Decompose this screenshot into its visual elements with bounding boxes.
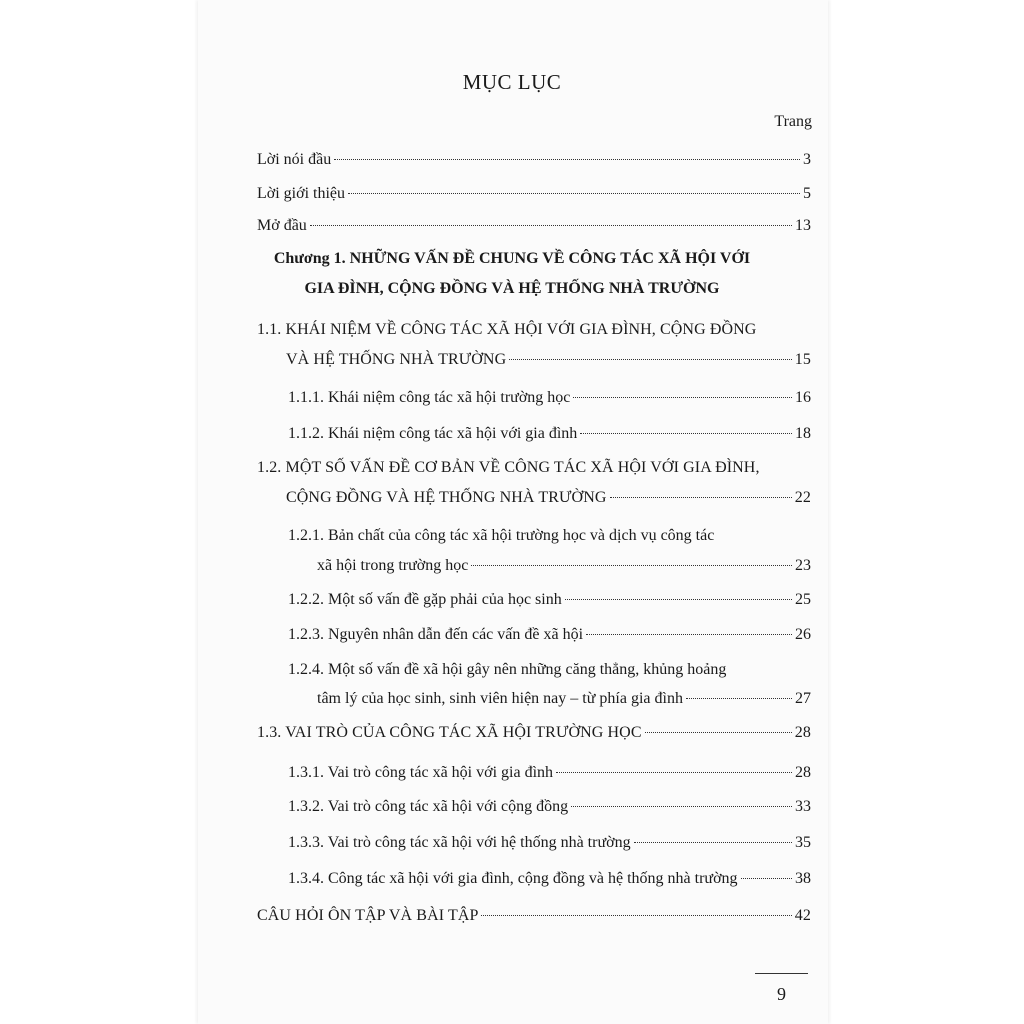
footer-rule	[755, 973, 808, 974]
toc-entry-1-2-3	[288, 625, 811, 645]
toc-entry-1-3-4	[288, 869, 811, 889]
toc-entry-page: 28	[795, 764, 811, 781]
toc-entry-label: 1.3.2. Vai trò công tác xã hội với cộng đồng	[288, 798, 569, 815]
toc-entry-label: 1.3. VAI TRÒ CỦA CÔNG TÁC XÃ HỘI TRƯỜNG HỌC	[257, 724, 642, 741]
dot-leader	[471, 565, 792, 566]
toc-entry-1-2-4-line1: 1.2.4. Một số vấn đề xã hội gây nên những căng thẳng, khủng hoảng	[288, 661, 727, 678]
toc-entry-page: 33	[795, 798, 811, 815]
toc-entry-1-3-2	[288, 797, 811, 817]
toc-entry-label: VÀ HỆ THỐNG NHÀ TRƯỜNG	[286, 351, 507, 368]
dot-leader	[573, 397, 792, 398]
dot-leader	[310, 225, 792, 226]
dot-leader	[645, 732, 792, 733]
section-1-1	[286, 350, 811, 370]
toc-entry-mo-dau	[257, 216, 811, 236]
toc-title: MỤC LỤC	[462, 70, 562, 94]
dot-leader	[556, 772, 792, 773]
toc-entry-page: 42	[794, 907, 811, 924]
section-1-2	[286, 488, 811, 508]
page-column-label: Trang	[774, 113, 812, 130]
toc-entry-page: 13	[795, 217, 811, 234]
toc-entry-label: CỘNG ĐỒNG VÀ HỆ THỐNG NHÀ TRƯỜNG	[286, 489, 607, 506]
dot-leader	[741, 878, 792, 879]
toc-entry-label: 1.2.3. Nguyên nhân dẫn đến các vấn đề xã hội	[288, 626, 584, 643]
page-number: 9	[777, 984, 786, 1004]
toc-entry-review	[257, 906, 811, 926]
toc-entry-1-1-1	[288, 388, 811, 408]
section-1-3	[257, 723, 811, 743]
toc-entry-label: CÂU HỎI ÔN TẬP VÀ BÀI TẬP	[257, 907, 479, 924]
section-1-1-line1: 1.1. KHÁI NIỆM VỀ CÔNG TÁC XÃ HỘI VỚI GIA ĐÌNH, CỘNG ĐỒNG	[257, 321, 757, 338]
toc-entry-loi-noi-dau	[257, 150, 811, 170]
dot-leader	[481, 915, 791, 916]
dot-leader	[610, 497, 792, 498]
chapter-heading-line1: Chương 1. NHỮNG VẤN ĐỀ CHUNG VỀ CÔNG TÁC XÃ HỘI VỚI	[273, 250, 751, 267]
toc-entry-page: 16	[795, 389, 811, 406]
dot-leader	[634, 842, 792, 843]
toc-entry-page: 5	[803, 185, 811, 202]
toc-entry-1-2-2	[288, 590, 811, 610]
toc-entry-label: xã hội trong trường học	[317, 557, 469, 574]
dot-leader	[586, 634, 792, 635]
dot-leader	[580, 433, 792, 434]
toc-entry-page: 38	[795, 870, 811, 887]
dot-leader	[571, 806, 792, 807]
toc-entry-1-2-1-line1: 1.2.1. Bản chất của công tác xã hội trường học và dịch vụ công tác	[288, 527, 715, 544]
toc-entry-page: 18	[795, 425, 811, 442]
toc-entry-label: 1.1.1. Khái niệm công tác xã hội trường học	[288, 389, 571, 406]
toc-entry-page: 28	[794, 724, 811, 741]
toc-entry-loi-gioi-thieu	[257, 184, 811, 204]
toc-entry-label: 1.3.4. Công tác xã hội với gia đình, cộng đồng và hệ thống nhà trường	[288, 870, 738, 887]
chapter-heading-line2: GIA ĐÌNH, CỘNG ĐỒNG VÀ HỆ THỐNG NHÀ TRƯỜNG	[304, 280, 720, 297]
toc-entry-label: Lời giới thiệu	[257, 185, 346, 202]
toc-entry-1-2-4	[317, 689, 811, 709]
toc-entry-label: 1.3.3. Vai trò công tác xã hội với hệ thống nhà trường	[288, 834, 631, 851]
toc-entry-label: 1.1.2. Khái niệm công tác xã hội với gia đình	[288, 425, 578, 442]
toc-entry-label: Mở đầu	[257, 217, 307, 234]
toc-entry-page: 26	[795, 626, 811, 643]
toc-entry-label: tâm lý của học sinh, sinh viên hiện nay – từ phía gia đình	[317, 690, 683, 707]
dot-leader	[509, 359, 792, 360]
toc-entry-1-1-2	[288, 424, 811, 444]
toc-entry-label: Lời nói đầu	[257, 151, 332, 168]
toc-entry-1-3-1	[288, 763, 811, 783]
dot-leader	[334, 159, 800, 160]
toc-entry-page: 35	[795, 834, 811, 851]
toc-entry-page: 22	[794, 489, 811, 506]
section-1-2-line1: 1.2. MỘT SỐ VẤN ĐỀ CƠ BẢN VỀ CÔNG TÁC XÃ HỘI VỚI GIA ĐÌNH,	[257, 459, 760, 476]
dot-leader	[348, 193, 800, 194]
toc-entry-1-2-1	[317, 556, 811, 576]
dot-leader	[686, 698, 792, 699]
toc-entry-page: 27	[795, 690, 811, 707]
toc-entry-label: 1.2.2. Một số vấn đề gặp phải của học sinh	[288, 591, 562, 608]
toc-entry-page: 15	[794, 351, 811, 368]
dot-leader	[565, 599, 792, 600]
toc-entry-1-3-3	[288, 833, 811, 853]
toc-entry-page: 23	[795, 557, 811, 574]
toc-entry-label: 1.3.1. Vai trò công tác xã hội với gia đình	[288, 764, 554, 781]
toc-entry-page: 3	[803, 151, 811, 168]
toc-entry-page: 25	[795, 591, 811, 608]
